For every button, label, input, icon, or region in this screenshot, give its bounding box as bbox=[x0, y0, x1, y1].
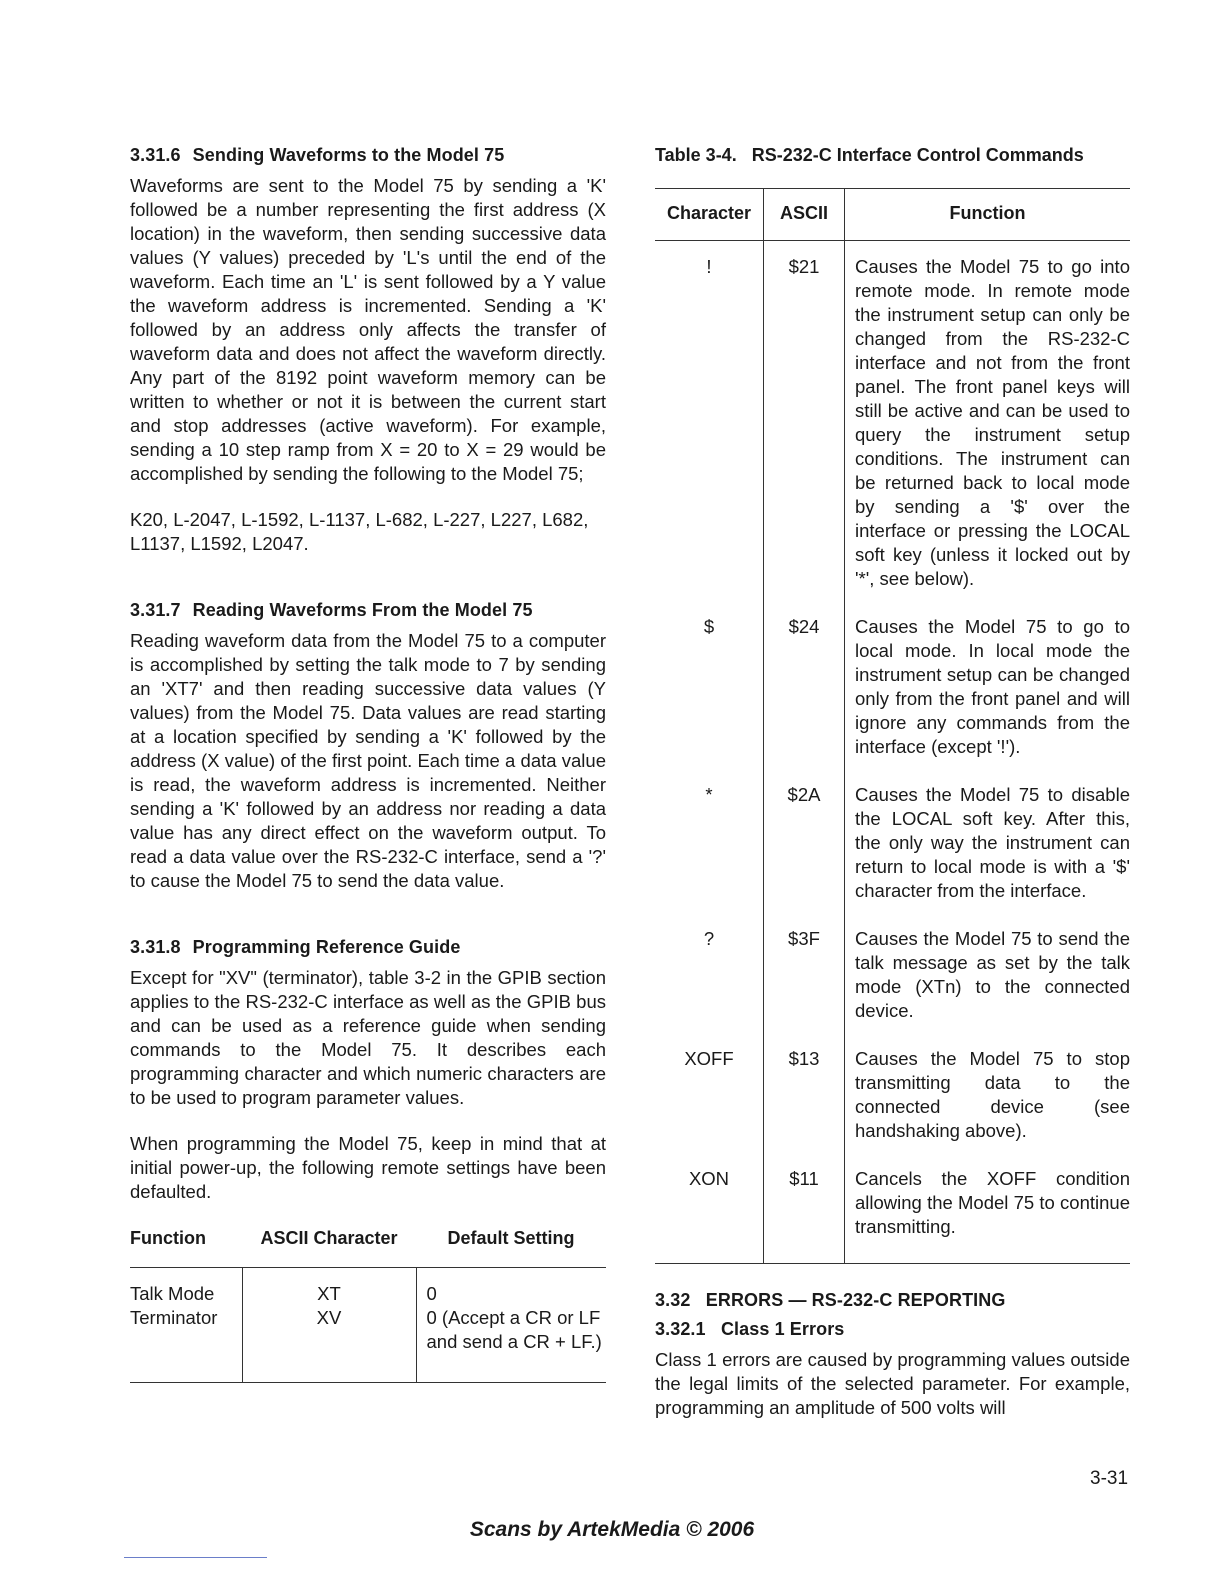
left-column bbox=[130, 145, 606, 1383]
ascii-cell: $13 bbox=[764, 1047, 845, 1167]
ascii-cell: $3F bbox=[764, 927, 845, 1047]
default-settings-table bbox=[130, 1228, 606, 1383]
char-cell: ! bbox=[706, 256, 712, 277]
function-cell: Cancels the XOFF condition allowing the Model 75 to continue transmitting. bbox=[855, 1168, 1130, 1237]
table-row bbox=[655, 1047, 1130, 1167]
footer-underline bbox=[124, 1557, 267, 1558]
table-row bbox=[655, 927, 1130, 1047]
function-cell: Causes the Model 75 to send the talk message as set by the talk mode (XTn) to the connected device. bbox=[855, 928, 1130, 1021]
scan-credit-footer: Scans by ArtekMedia © 2006 bbox=[469, 1518, 755, 1541]
default-ascii-cell: XT XV bbox=[242, 1268, 416, 1383]
table-caption: Table 3-4. RS-232-C Interface Control Commands bbox=[655, 145, 1084, 165]
ascii-cell: $24 bbox=[764, 615, 845, 783]
header-default-setting: Default Setting bbox=[416, 1228, 606, 1268]
char-cell: * bbox=[705, 784, 713, 805]
default-setting-cell: 0 0 (Accept a CR or LF and send a CR + LF.) bbox=[416, 1268, 606, 1383]
char-cell: XON bbox=[688, 1168, 730, 1189]
paragraph-class-1-errors: Class 1 errors are caused by programming values outside the legal limits of the selected parameter. For example, programming an amplitude of 500 volts will bbox=[655, 1349, 1130, 1418]
paragraph-reading-waveforms: Reading waveform data from the Model 75 to a computer is accomplished by setting the talk mode to 7 by sending an 'XT7' and then reading successive data values (Y values) from the Model 75. Data values are read starting at a location specified by sending a 'K' followed by the address (X value) of the first point. Each time a data value is read, the waveform address is incremented. Neither sending a 'K' followed by an address nor reading a data value has any direct effect on the waveform output. To read a data value over the RS-232-C interface, send a '?' to cause the Model 75 to send the data value. bbox=[130, 630, 606, 891]
table-row bbox=[655, 1167, 1130, 1264]
ascii-cell: $11 bbox=[764, 1167, 845, 1264]
table-row bbox=[655, 783, 1130, 927]
right-column bbox=[655, 145, 1130, 1420]
function-cell: Causes the Model 75 to disable the LOCAL soft key. After this, the only way the instrument can return to local mode is with a '$' character from the interface. bbox=[855, 784, 1130, 901]
section-heading-3-32-1: 3.32.1 Class 1 Errors bbox=[655, 1319, 845, 1339]
function-cell: Causes the Model 75 to go to local mode. In local mode the instrument setup can be changed only from the front panel and will ignore any commands from the interface (except '!'). bbox=[855, 616, 1130, 757]
page-number: 3-31 bbox=[1090, 1468, 1129, 1489]
section-heading-3-32: 3.32 ERRORS — RS-232-C REPORTING bbox=[655, 1290, 1006, 1310]
default-function-cell: Talk Mode Terminator bbox=[130, 1268, 242, 1383]
ascii-cell: $21 bbox=[764, 241, 845, 616]
paragraph-power-up-defaults: When programming the Model 75, keep in mind that at initial power-up, the following remote settings have been defaulted. bbox=[130, 1133, 606, 1202]
function-cell: Causes the Model 75 to stop transmitting data to the connected device (see handshaking above). bbox=[855, 1048, 1130, 1141]
header-function: Function bbox=[845, 189, 1131, 241]
function-cell: Causes the Model 75 to go into remote mode. In remote mode the instrument setup can only be changed from the RS-232-C interface and not from the front panel. The front panel keys will still be active and can be used to query the instrument setup conditions. The instrument can be returned back to local mode by sending a '$' over the interface or pressing the LOCAL soft key (unless it locked out by '*', see below). bbox=[855, 256, 1130, 589]
ascii-cell: $2A bbox=[764, 783, 845, 927]
paragraph-reference-guide: Except for "XV" (terminator), table 3-2 in the GPIB section applies to the RS-232-C interface as well as the GPIB bus and can be used as a reference guide when sending commands to the Model 75. It describes each programming character and which numeric characters are to be used to program parameter values. bbox=[130, 967, 606, 1108]
header-ascii: ASCII bbox=[764, 189, 845, 241]
paragraph-example-commands: K20, L-2047, L-1592, L-1137, L-682, L-227, L227, L682, L1137, L1592, L2047. bbox=[130, 509, 589, 554]
section-heading-3-31-8: 3.31.8 Programming Reference Guide bbox=[130, 937, 461, 957]
char-cell: ? bbox=[703, 928, 715, 949]
paragraph-sending-waveforms: Waveforms are sent to the Model 75 by sending a 'K' followed be a number representing the first address (X location) in the waveform, then sending successive data values (Y values) preceded by 'L's until the end of the waveform. Each time an 'L' is sent followed by a Y value the waveform address is incremented. Sending a 'K' followed by an address only affects the transfer of waveform data and does not affect the waveform directly. Any part of the 8192 point waveform memory can be written to whether or not it is between the current start and stop addresses (active waveform). For example, sending a 10 step ramp from X = 20 to X = 29 would be accomplished by sending the following to the Model 75; bbox=[130, 175, 606, 484]
table-row bbox=[655, 241, 1130, 616]
header-ascii-character: ASCII Character bbox=[242, 1228, 416, 1268]
header-character: Character bbox=[655, 189, 764, 241]
char-cell: XOFF bbox=[684, 1048, 734, 1069]
table-row bbox=[655, 615, 1130, 783]
section-heading-3-31-6: 3.31.6 Sending Waveforms to the Model 75 bbox=[130, 145, 505, 165]
rs232-commands-table bbox=[655, 188, 1130, 1264]
header-function: Function bbox=[130, 1228, 242, 1268]
section-heading-3-31-7: 3.31.7 Reading Waveforms From the Model 75 bbox=[130, 600, 533, 620]
char-cell: $ bbox=[703, 616, 715, 637]
